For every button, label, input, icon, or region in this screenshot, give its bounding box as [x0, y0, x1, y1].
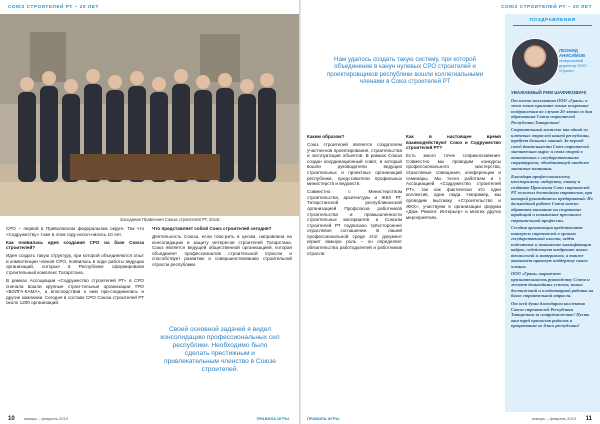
- pullquote-right: [315, 56, 495, 86]
- group-photo: [0, 14, 299, 216]
- question: Как в настоящее время взаимодействуют Союз и Содружество строителей РТ?: [406, 134, 501, 151]
- person-name: ЛЕОНИД АНИСИМОВ: [559, 48, 586, 59]
- question: Что представляет собой Союз строителей сегодня?: [152, 226, 272, 231]
- paragraph: Совместно с Министерством строительства, архитектуры и ЖКХ РТ, Татарстанской республиканской организацией Профсоюза работников строительства и промышленности строительных материалов и Союзом строителей РТ подписано трёхстороннее отраслевое соглашение. В нашей профессиональной среде этот документ играет важную роль – он определяет обязательства работодателей и работников отрасли.: [307, 189, 402, 256]
- photo-caption: Заседание Правления Союза строителей РТ, 2014г.: [120, 217, 221, 222]
- page-number-left: 10: [8, 416, 15, 422]
- greeting-sidebar: [505, 14, 600, 412]
- question: Каким образом?: [307, 134, 345, 139]
- sidebar-tag-label: ПОЗДРАВЛЕНИЯ: [529, 18, 576, 23]
- paragraph: Союз строителей является создателем участни-ков проектирования, строительства и эксплуатации объектов. В рамках Союза создан координационный совет, в который вошли руководители ведущих строительных и проектных организаций республики, представители профильных министерств и ведомств.: [307, 141, 402, 187]
- sidebar-text: [511, 90, 595, 331]
- sidebar-paragraph: ООО «Грань» выражает признательность руководству Союза и желает дальнейших успехов, новых достижений и плодотворной работы на благо строительной отрасли.: [511, 271, 594, 299]
- paragraph: Деятельность Союза, если гово-рить в целом, направлена на консолидацию и защиту интересов строителей Татарстана. Союз является ведущей общественной организацией, которая объединяет профессионалов строительной отрасли и способствует развитию и совершенствованию строительной отрасли республики.: [152, 233, 292, 267]
- left-column-2: [152, 226, 292, 270]
- right-column-2: [406, 134, 501, 223]
- footer-section-right: ПРАВИЛА ИГРЫ: [307, 416, 340, 421]
- pullquote-left: [160, 326, 280, 374]
- sidebar-paragraph: Строительный комплекс как одной из ключевых отраслей нашей республики, требует больших знаний. За период своей деятельности Союз строителей значительно вырос и стал опорой в отношениях с государственными структурами, объединяющей наиболее значимые компании.: [511, 127, 590, 171]
- right-page: [301, 0, 600, 424]
- left-page: [0, 0, 299, 424]
- page-number-right: 11: [585, 416, 592, 422]
- right-column-1: [307, 134, 402, 259]
- sidebar-paragraph: Благодаря профессионализму, неоспоримому лидерству, опыту и созданию Правления Союз строителей РТ заложил достойную стратегию, при которой руководители предприятий. Но дальнейшей работе Союза важно обратить внимание на сохранение традиций и повышение престижа строительной профессии.: [511, 173, 593, 223]
- sidebar-paragraph: От имени коллектива ООО «Грань» и меня лично примите самые искренние поздравления по случаю 20-летия со дня образования Союза строителей Республики Татарстан!: [511, 97, 593, 125]
- left-header-tag: СОЮЗ СТРОИТЕЛЕЙ РТ – 20 ЛЕТ: [8, 4, 99, 9]
- pullquote-text: Нам удалось создать такую систему, при которой объединение в канун нулевых СРО строителей и проектировщиков республики вошли коллегиальными членами в Союз строителей РТ: [326, 56, 484, 86]
- footer-date-right: январь – февраль 2019: [532, 416, 576, 421]
- pullquote-text: Своей основной задачей я видел консолидацию профессиональных сил республики. Необходимо было сделать престижным и привлекательным членство в Союзе строителей.: [160, 326, 280, 373]
- sidebar-paragraph: От всей души благодарим коллектив Союза строителей Республики Татарстан за сотрудничество! Пусть ваш труд приносит радость и процветание во благо республики!: [511, 301, 590, 329]
- right-header-tag: СОЮЗ СТРОИТЕЛЕЙ РТ – 20 ЛЕТ: [501, 4, 592, 9]
- group-photo-illustration: [0, 14, 299, 216]
- sidebar-tag: [505, 18, 600, 26]
- greeting-heading: УВАЖАЕМЫЙ РИМ ШАФИКОВИЧ!: [511, 90, 587, 95]
- footer-date-left: январь – февраль 2019: [24, 416, 68, 421]
- paragraph: Есть много точек соприкосновения. Совместно мы проводим конкурсы профессионального мастерства, отраслевые совещания, конференции и семинары. Мы тесно работаем и с Ассоциацией «Содружество строителей РТ», так как фактически это один коллектив, одни люди. Например, мы проводим выставку «Строительство и ЖКХ», участвуем в организации форума «Дом. Ремонт. Интерьер» и многих других мероприятиях.: [406, 153, 501, 220]
- sidebar-paragraph: Сегодня организация представляет интересы строителей в органах государственной власти, ведёт подготовку и повышение квалификации кадров, содействует внедрению новых технологий и материалов, а также оказывает правовую поддержку своим членам.: [511, 225, 592, 269]
- avatar: [511, 38, 559, 86]
- question: Как появилась идея создания СРО на базе Союза строителей?: [6, 239, 144, 251]
- left-column-1: [6, 226, 144, 308]
- footer-section-left: ПРАВИЛА ИГРЫ: [256, 416, 289, 421]
- paragraph: Идея создать такую структуру, при которой объединяются опыт и компетенции членов СРО, появилась в ходе работы ведущих организаций, которые в Республике сформировали строительный комплекс Татарстана.: [6, 253, 144, 275]
- paragraph: В рамках Ассоциации «Содружество строителей РТ» в СРО сначала вошли крупные строи-тельные организации ТРО «ВОЛГА-КАМА», а впоследствии к ним при-соединились и другие компании. Сегодня в составе СРО Союза строителей РТ около 1200 организаций.: [6, 277, 144, 306]
- person-role: генеральный директор ООО «Грань»: [559, 58, 587, 73]
- paragraph: СРО – первой в Приволжском федеральном округе. Так что «Содружеству» тоже в этом году испол-нилось 10 лет.: [6, 226, 144, 237]
